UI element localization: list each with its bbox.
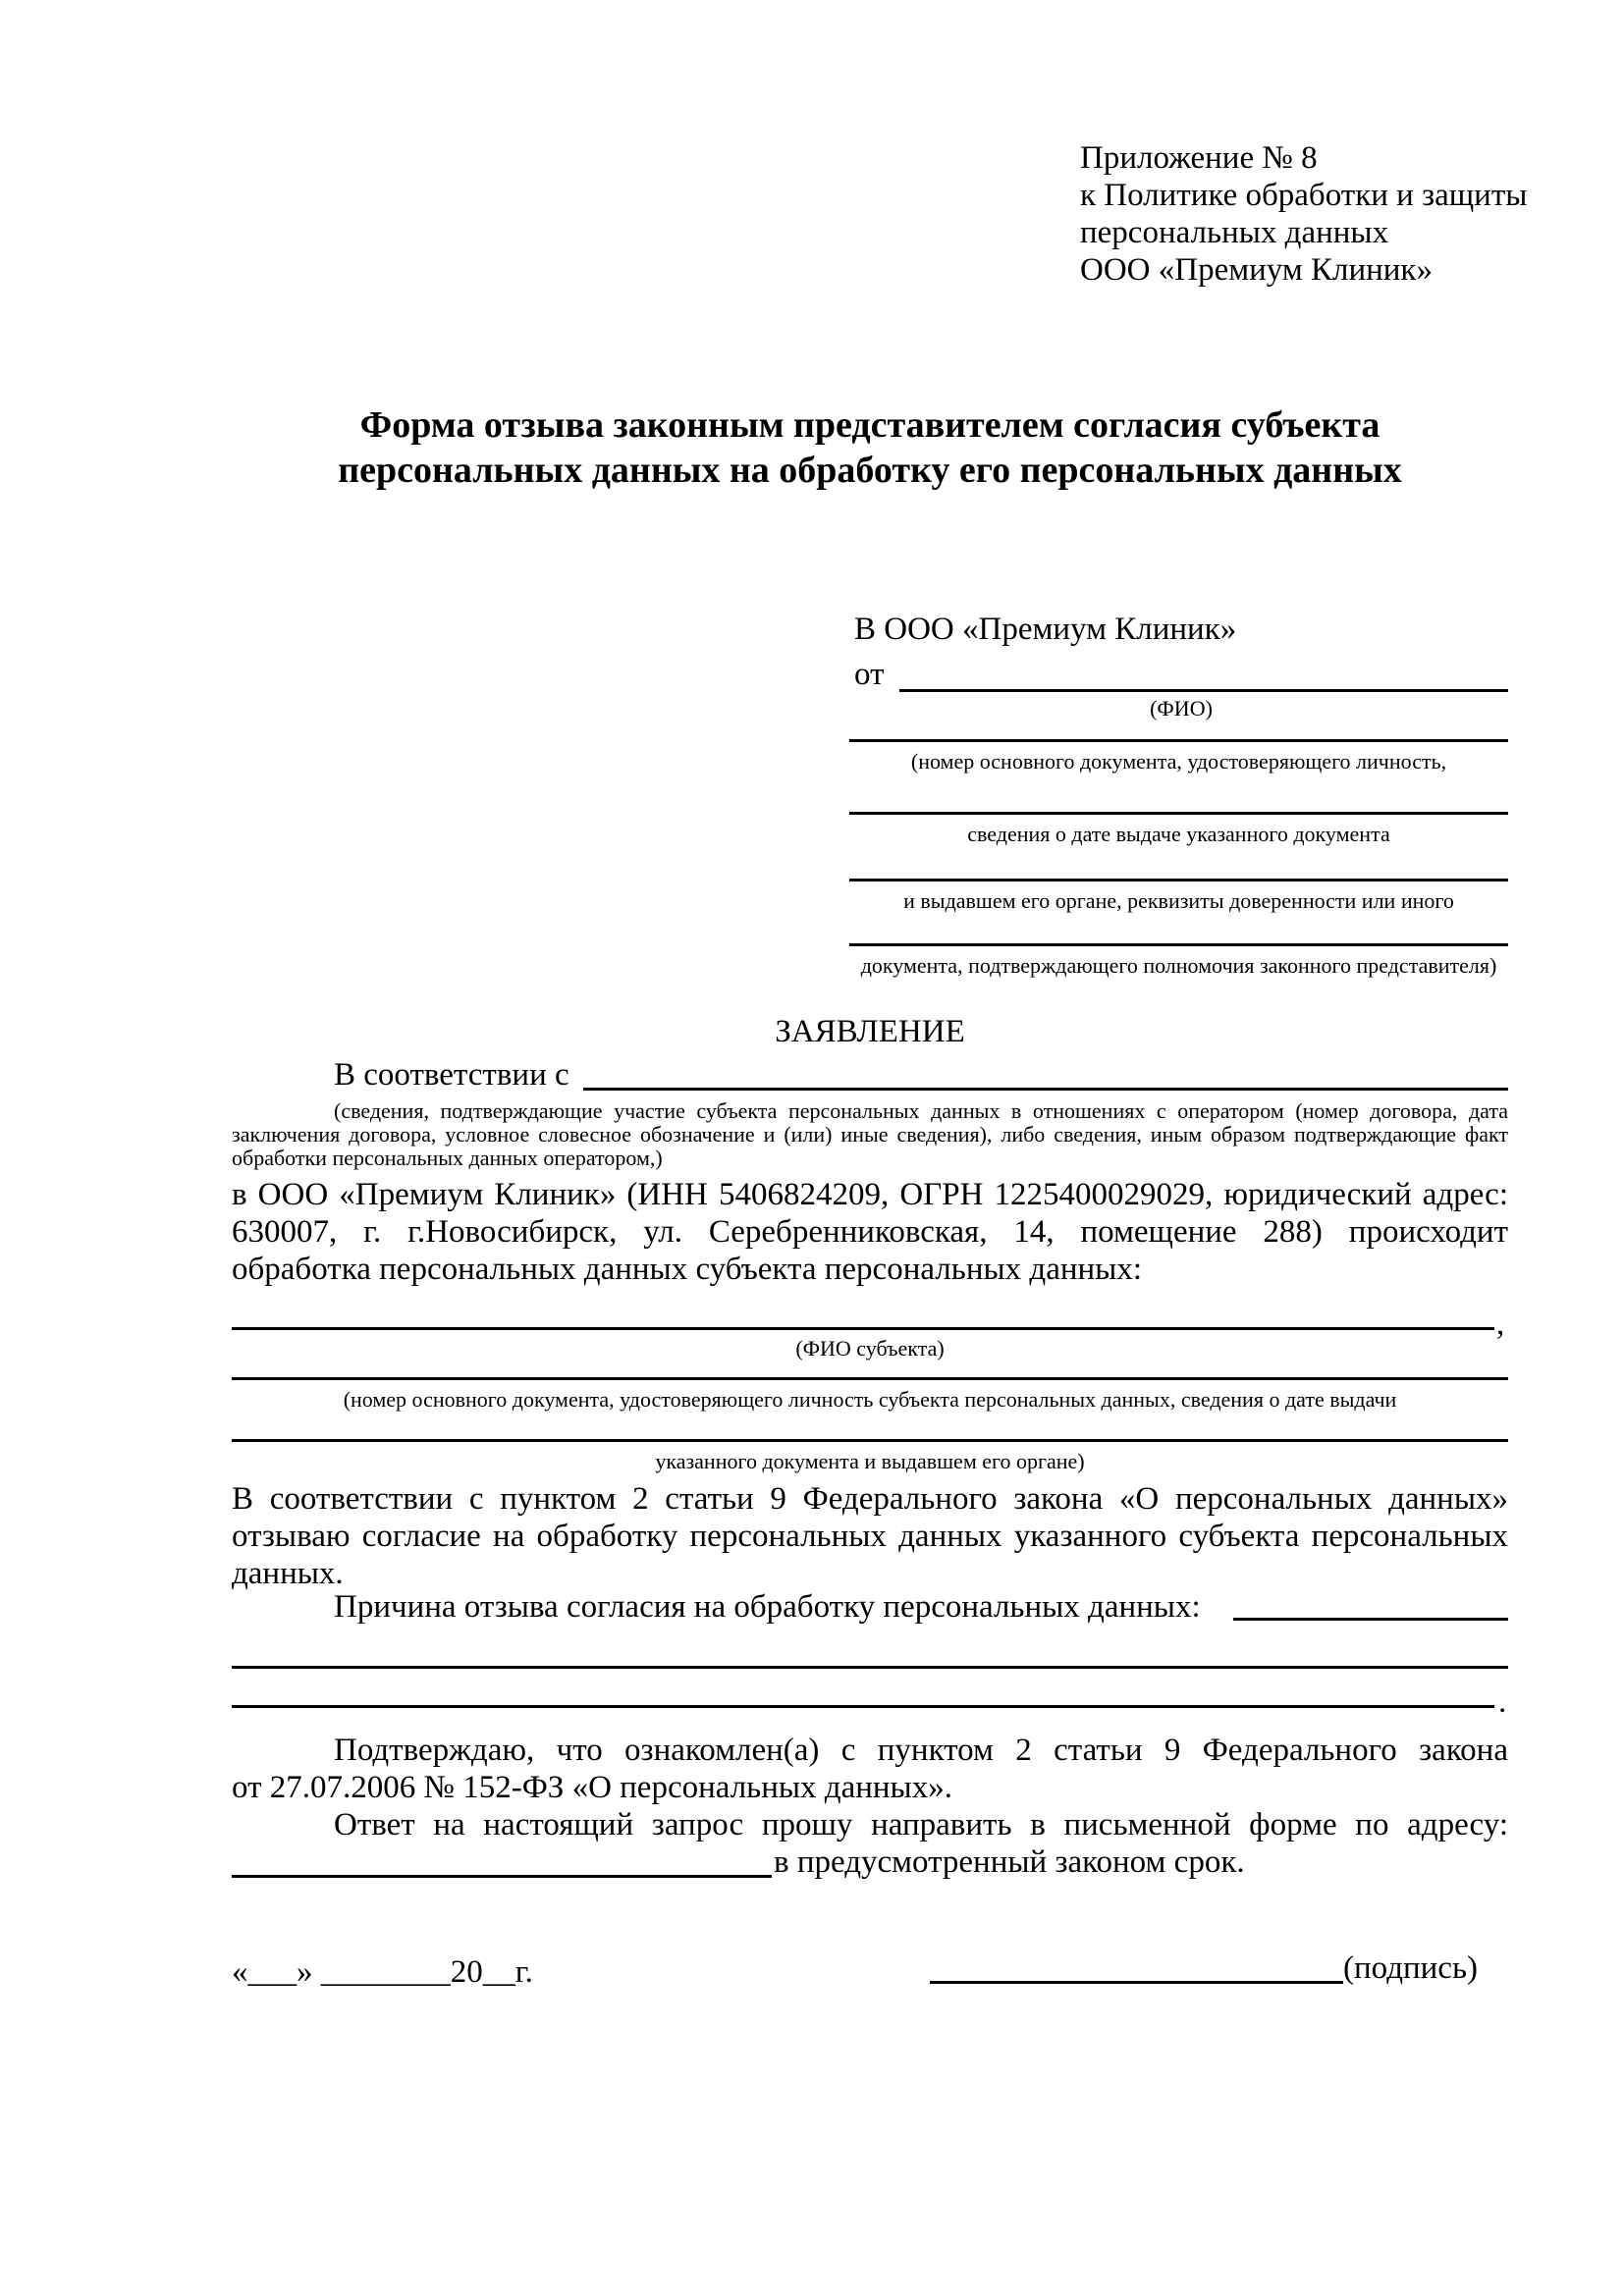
- signature-blank-line: [930, 1981, 1343, 1984]
- issuing-authority-caption: и выдавшем его органе, реквизиты доверенности или иного: [903, 888, 1454, 913]
- subject-doc-caption2: указанного документа и выдавшем его органе): [655, 1449, 1085, 1473]
- appendix-note-line: персональных данных: [1080, 215, 1389, 250]
- reason-period: .: [1498, 1684, 1507, 1720]
- operator-paragraph-line3: обработка персональных данных субъекта персональных данных:: [232, 1252, 1142, 1287]
- authority-doc-blank-line: [849, 943, 1508, 946]
- authority-doc-caption: документа, подтверждающего полномочия законного представителя): [860, 953, 1497, 978]
- document-title: [232, 402, 1508, 493]
- reason-blank-line1: [232, 1666, 1508, 1669]
- document-title-line2: персональных данных на обработку его персональных данных: [338, 450, 1402, 491]
- intro-caption-line3: обработки персональных данных оператором,): [232, 1146, 663, 1170]
- appendix-note-line: к Политике обработки и защиты: [1080, 178, 1528, 213]
- subject-doc-blank-line: [232, 1377, 1508, 1380]
- issuing-authority-blank-line: [849, 879, 1508, 881]
- reply-paragraph-tail: в предусмотренный законом срок.: [774, 1844, 1245, 1880]
- date-field: «___» ________20__г.: [232, 1954, 533, 1990]
- intro-label: В соответствии с: [334, 1057, 569, 1093]
- issue-date-blank-line: [849, 812, 1508, 815]
- issue-date-caption: сведения о дате выдаче указанного документа: [967, 822, 1390, 846]
- from-fio-blank-line: [899, 689, 1508, 692]
- confirm-paragraph-line1: Подтверждаю, что ознакомлен(а) с пунктом 2 статьи 9 Федерального закона: [334, 1733, 1508, 1768]
- id-doc-blank-line: [849, 739, 1508, 742]
- operator-paragraph-line1: в ООО «Премиум Клиник» (ИНН 5406824209, ОГРН 1225400029029, юридический адрес:: [232, 1177, 1508, 1212]
- from-label: от: [854, 657, 885, 692]
- appendix-note-line: ООО «Премиум Клиник»: [1080, 252, 1433, 288]
- operator-paragraph-line2: 630007, г. г.Новосибирск, ул. Серебренниковская, 14, помещение 288) происходит: [232, 1214, 1508, 1250]
- id-doc-caption: (номер основного документа, удостоверяющего личность,: [910, 749, 1447, 774]
- reason-blank-line-start: [1233, 1618, 1508, 1621]
- withdraw-paragraph-line3: данных.: [232, 1556, 344, 1591]
- appendix-note-line: Приложение № 8: [1080, 140, 1318, 176]
- reply-paragraph-line1: Ответ на настоящий запрос прошу направить в письменной форме по адресу:: [334, 1807, 1508, 1842]
- addressee-org: В ООО «Премиум Клиник»: [854, 612, 1237, 647]
- intro-caption-line2: заключения договора, условное словесное обозначение и (или) иные сведения), либо сведения, иным образом подтверждающие факт: [232, 1122, 1508, 1147]
- subject-fio-caption: (ФИО субъекта): [795, 1336, 945, 1361]
- appendix-note: [1080, 139, 1527, 289]
- intro-caption-line1: (сведения, подтверждающие участие субъекта персональных данных в отношениях с оператором (номер договора, дата: [334, 1098, 1508, 1123]
- reason-label: Причина отзыва согласия на обработку персональных данных:: [334, 1589, 1201, 1625]
- subject-fio-comma: ,: [1496, 1307, 1505, 1342]
- reply-address-blank-line: [232, 1875, 772, 1878]
- subject-doc-caption1: (номер основного документа, удостоверяющего личность субъекта персональных данных, сведения о дате выдачи: [343, 1387, 1397, 1412]
- document-title-line1: Форма отзыва законным представителем согласия субъекта: [359, 404, 1380, 446]
- reason-blank-line2: [232, 1705, 1494, 1708]
- statement-heading: ЗАЯВЛЕНИЕ: [775, 1014, 965, 1049]
- intro-blank-line: [583, 1088, 1508, 1091]
- subject-doc-blank-line2: [232, 1439, 1508, 1442]
- signature-caption: (подпись): [1343, 1950, 1478, 1986]
- withdraw-paragraph-line1: В соответствии с пунктом 2 статьи 9 Федерального закона «О персональных данных»: [232, 1481, 1508, 1517]
- confirm-paragraph-line2: от 27.07.2006 № 152-ФЗ «О персональных данных».: [232, 1770, 952, 1805]
- withdraw-paragraph-line2: отзываю согласие на обработку персональных данных указанного субъекта персональных: [232, 1519, 1508, 1554]
- subject-fio-blank-line: [232, 1327, 1494, 1330]
- fio-caption: (ФИО): [1150, 696, 1213, 721]
